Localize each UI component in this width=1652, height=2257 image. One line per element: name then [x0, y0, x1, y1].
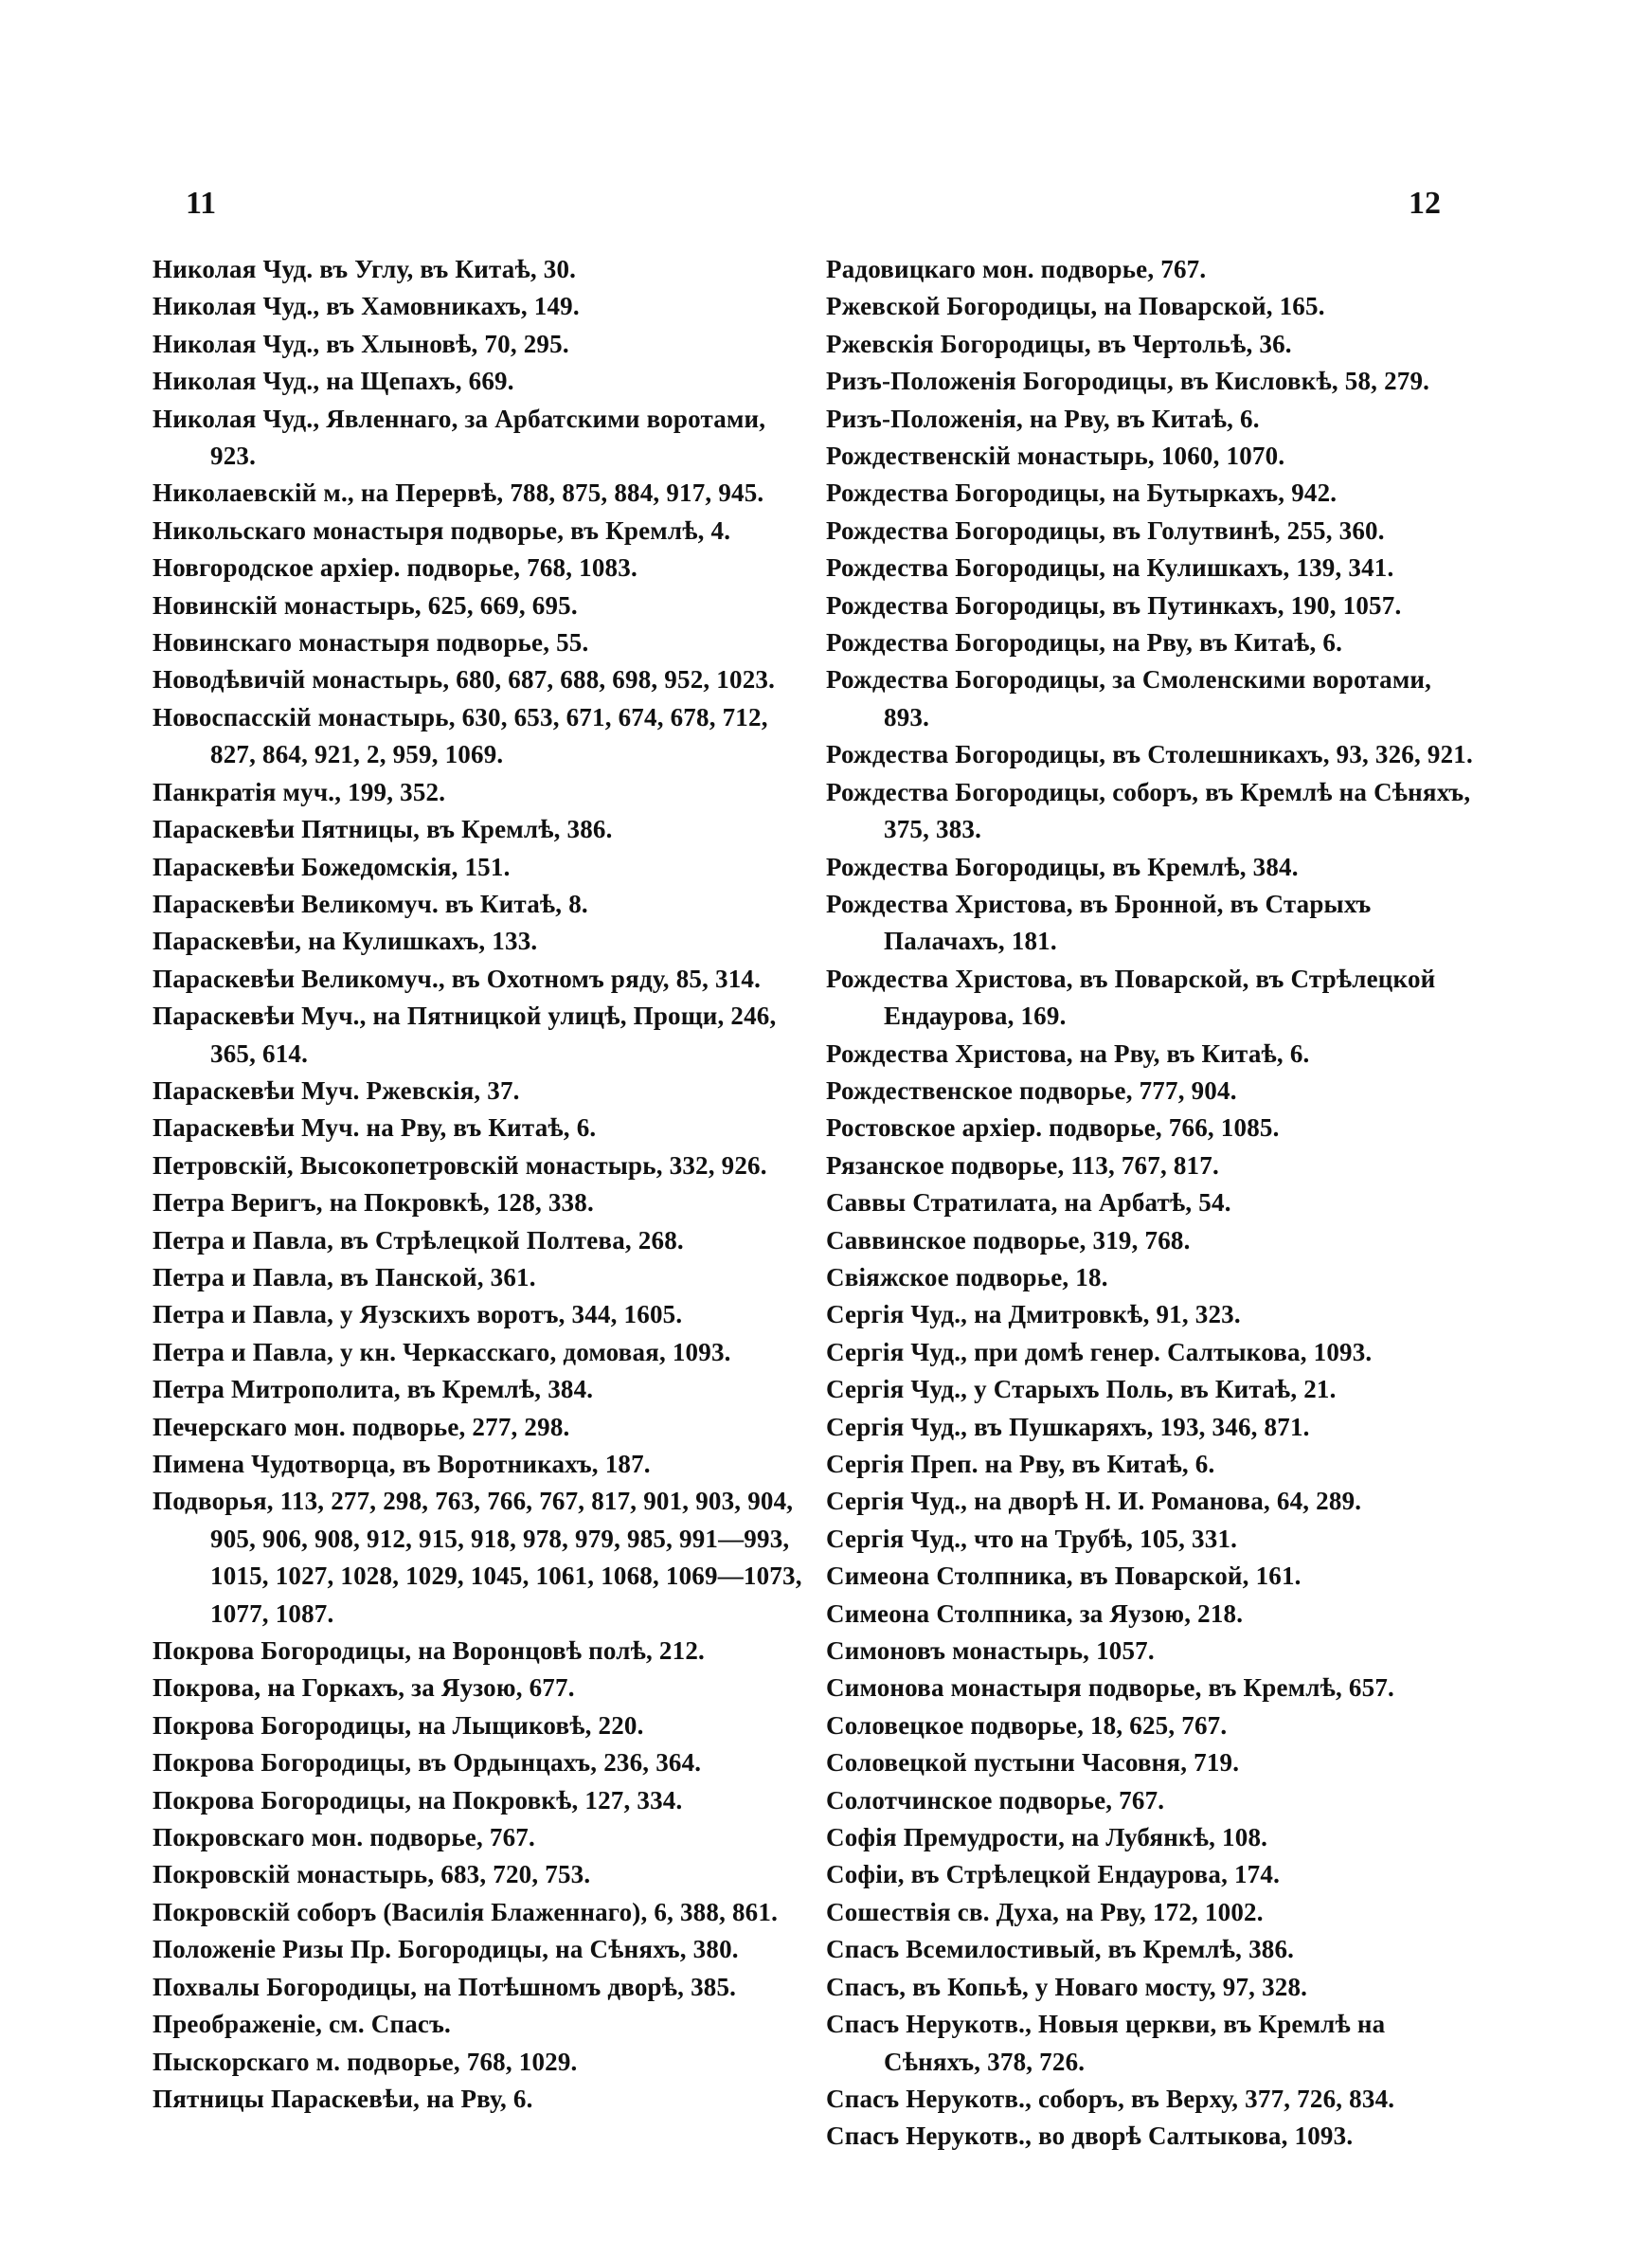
index-entry: Петра Веригъ, на Покровкѣ, 128, 338. [153, 1188, 594, 1218]
index-entry: Подворья, 113, 277, 298, 763, 766, 767, 817, 901, 903, 904, 905, 906, 908, 912, 915, 918, 978, 979, 985, 991—993, 1015, 1027, 1028, 1029, 1045, 1061, 1068, 1069—1073, 1077, 1087. [153, 1487, 802, 1628]
index-entry: Сергія Чуд., на дворѣ Н. И. Романова, 64, 289. [826, 1487, 1362, 1516]
index-entry: Петра и Павла, въ Стрѣлецкой Полтева, 268. [153, 1225, 684, 1255]
index-entry: Петра и Павла, въ Панской, 361. [153, 1262, 536, 1291]
index-entry: Соловецкое подворье, 18, 625, 767. [826, 1710, 1228, 1740]
index-entry: Положеніе Ризы Пр. Богородицы, на Сѣняхъ, 380. [153, 1935, 739, 1964]
page-number-right: 12 [1409, 186, 1441, 221]
index-entry: Рождества Богородицы, въ Кремлѣ, 384. [826, 852, 1299, 881]
index-entry: Пыскорскаго м. подворье, 768, 1029. [153, 2047, 578, 2076]
index-entry: Сергія Чуд., у Старыхъ Поль, въ Китаѣ, 21. [826, 1375, 1337, 1404]
index-entry: Новодѣвичій монастырь, 680, 687, 688, 698, 952, 1023. [153, 665, 776, 695]
index-entry: Рождества Христова, въ Бронной, въ Старыхъ Палачахъ, 181. [826, 889, 1372, 956]
index-entry: Симеона Столпника, въ Поварской, 161. [826, 1562, 1302, 1591]
index-entry: Новоспасскій монастырь, 630, 653, 671, 674, 678, 712, 827, 864, 921, 2, 959, 1069. [153, 702, 768, 769]
index-entry: Рождества Богородицы, въ Столешникахъ, 93, 326, 921. [826, 740, 1473, 769]
index-entry: Сергія Чуд., на Дмитровкѣ, 91, 323. [826, 1300, 1241, 1329]
index-entry: Сергія Преп. на Рву, въ Китаѣ, 6. [826, 1450, 1215, 1478]
index-entry: Рождества Богородицы, въ Голутвинѣ, 255, 360. [826, 515, 1385, 545]
index-entry: Николая Чуд., въ Хлыновѣ, 70, 295. [153, 329, 569, 358]
index-entry: Ризъ-Положенія, на Рву, въ Китаѣ, 6. [826, 404, 1260, 433]
index-entry: Преображеніе, см. Спасъ. [153, 2010, 451, 2039]
index-entry: Саввинское подворье, 319, 768. [826, 1225, 1191, 1255]
index-entry: Петровскій, Высокопетровскій монастырь, 332, 926. [153, 1150, 767, 1180]
index-entry: Сергія Чуд., въ Пушкаряхъ, 193, 346, 871. [826, 1412, 1310, 1441]
index-entry: Солотчинское подворье, 767. [826, 1785, 1165, 1815]
index-entry: Петра Митрополита, въ Кремлѣ, 384. [153, 1375, 594, 1404]
index-entry: Похвалы Богородицы, на Потѣшномъ дворѣ, 385. [153, 1972, 737, 2001]
index-entry: Параскевѣи Муч., на Пятницкой улицѣ, Прощи, 246, 365, 614. [153, 1002, 777, 1068]
index-entry: Софія Премудрости, на Лубянкѣ, 108. [826, 1823, 1268, 1852]
index-entry: Радовицкаго мон. подворье, 767. [826, 255, 1207, 283]
index-entry: Рождества Богородицы, на Рву, въ Китаѣ, 6. [826, 628, 1343, 658]
index-entry: Покровскій соборъ (Василія Блаженнаго), 6, 388, 861. [153, 1897, 779, 1926]
index-entry: Параскевѣи Великомуч., въ Охотномъ ряду, 85, 314. [153, 964, 762, 993]
right-column [826, 251, 1480, 2156]
index-entry: Печерскаго мон. подворье, 277, 298. [153, 1412, 570, 1441]
index-entry: Николая Чуд., Явленнаго, за Арбатскими воротами, 923. [153, 404, 766, 471]
index-entry: Николаевскій м., на Перервѣ, 788, 875, 884, 917, 945. [153, 478, 764, 508]
index-entry: Рождественскій монастырь, 1060, 1070. [826, 442, 1285, 471]
index-entry: Свіяжское подворье, 18. [826, 1262, 1108, 1291]
index-entry: Спасъ Нерукотв., во дворѣ Салтыкова, 1093. [826, 2122, 1354, 2151]
index-entry: Ризъ-Положенія Богородицы, въ Кисловкѣ, 58, 279. [826, 367, 1430, 396]
index-entry: Параскевѣи Великомуч. въ Китаѣ, 8. [153, 889, 588, 918]
page-number-left: 11 [186, 186, 217, 221]
index-entry: Рождества Богородицы, за Смоленскими воротами, 893. [826, 665, 1432, 731]
index-entry: Параскевѣи Муч. Ржевскія, 37. [153, 1075, 520, 1105]
index-entry: Софіи, въ Стрѣлецкой Ендаурова, 174. [826, 1860, 1281, 1889]
index-entry: Параскевѣи Пятницы, въ Кремлѣ, 386. [153, 815, 613, 844]
index-entry: Рязанское подворье, 113, 767, 817. [826, 1150, 1219, 1180]
index-entry: Рождества Христова, въ Поварской, въ Стрѣлецкой Ендаурова, 169. [826, 964, 1436, 1031]
index-entry: Панкратія муч., 199, 352. [153, 777, 446, 806]
index-entry: Пятницы Параскевѣи, на Рву, 6. [153, 2084, 533, 2113]
index-entry: Покрова Богородицы, на Лыщиковѣ, 220. [153, 1710, 644, 1740]
index-entry: Покровскій монастырь, 683, 720, 753. [153, 1860, 591, 1889]
index-entry: Покровскаго мон. подворье, 767. [153, 1823, 535, 1852]
index-entry: Ростовское архіер. подворье, 766, 1085. [826, 1113, 1280, 1143]
index-entry: Параскевѣи Божедомскія, 151. [153, 852, 511, 881]
index-entry: Пимена Чудотворца, въ Воротникахъ, 187. [153, 1450, 651, 1478]
index-entry: Рождественское подворье, 777, 904. [826, 1075, 1237, 1105]
index-entry: Параскевѣи, на Кулишкахъ, 133. [153, 927, 538, 956]
index-entry: Петра и Павла, у кн. Черкасскаго, домовая, 1093. [153, 1337, 731, 1366]
index-entry: Сошествія св. Духа, на Рву, 172, 1002. [826, 1897, 1264, 1926]
index-entry: Новинскій монастырь, 625, 669, 695. [153, 590, 578, 620]
index-entry: Симоновъ монастырь, 1057. [826, 1636, 1155, 1666]
index-entry: Покрова Богородицы, на Воронцовѣ полѣ, 212. [153, 1636, 705, 1666]
index-entry: Соловецкой пустыни Часовня, 719. [826, 1748, 1240, 1778]
index-entry: Спасъ Нерукотв., соборъ, въ Верху, 377, 726, 834. [826, 2084, 1395, 2113]
index-entry: Сергія Чуд., при домѣ генер. Салтыкова, 1093. [826, 1337, 1373, 1366]
index-entry: Новгородское архіер. подворье, 768, 1083. [153, 553, 637, 583]
index-entry: Новинскаго монастыря подворье, 55. [153, 628, 589, 658]
index-entry: Покрова Богородицы, въ Ордынцахъ, 236, 364. [153, 1748, 702, 1778]
index-entry: Спасъ Нерукотв., Новыя церкви, въ Кремлѣ на Сѣняхъ, 378, 726. [826, 2010, 1386, 2076]
left-column [153, 251, 806, 2118]
index-entry: Симеона Столпника, за Яузою, 218. [826, 1598, 1244, 1628]
index-entry: Ржевскія Богородицы, въ Чертольѣ, 36. [826, 329, 1292, 358]
index-entry: Спасъ Всемилостивый, въ Кремлѣ, 386. [826, 1935, 1295, 1964]
index-entry: Петра и Павла, у Яузскихъ воротъ, 344, 1605. [153, 1300, 683, 1329]
index-entry: Никольскаго монастыря подворье, въ Кремлѣ, 4. [153, 515, 731, 545]
index-entry: Спасъ, въ Копьѣ, у Новаго мосту, 97, 328. [826, 1972, 1308, 2001]
index-entry: Рождества Богородицы, на Бутыркахъ, 942. [826, 478, 1338, 508]
index-entry: Покрова Богородицы, на Покровкѣ, 127, 334. [153, 1785, 683, 1815]
index-entry: Ржевской Богородицы, на Поварской, 165. [826, 292, 1325, 321]
index-entry: Рождества Христова, на Рву, въ Китаѣ, 6. [826, 1038, 1310, 1068]
index-entry: Симонова монастыря подворье, въ Кремлѣ, 657. [826, 1673, 1394, 1703]
index-entry: Покрова, на Горкахъ, за Яузою, 677. [153, 1673, 575, 1703]
index-entry: Рождества Богородицы, въ Путинкахъ, 190, 1057. [826, 590, 1402, 620]
index-entry: Николая Чуд. въ Углу, въ Китаѣ, 30. [153, 255, 577, 283]
index-entry: Рождества Богородицы, соборъ, въ Кремлѣ на Сѣняхъ, 375, 383. [826, 777, 1471, 844]
index-entry: Николая Чуд., въ Хамовникахъ, 149. [153, 292, 580, 321]
index-entry: Рождества Богородицы, на Кулишкахъ, 139, 341. [826, 553, 1394, 583]
index-entry: Параскевѣи Муч. на Рву, въ Китаѣ, 6. [153, 1113, 597, 1143]
index-entry: Николая Чуд., на Щепахъ, 669. [153, 367, 514, 396]
index-entry: Сергія Чуд., что на Трубѣ, 105, 331. [826, 1524, 1238, 1553]
index-entry: Саввы Стратилата, на Арбатѣ, 54. [826, 1188, 1231, 1218]
